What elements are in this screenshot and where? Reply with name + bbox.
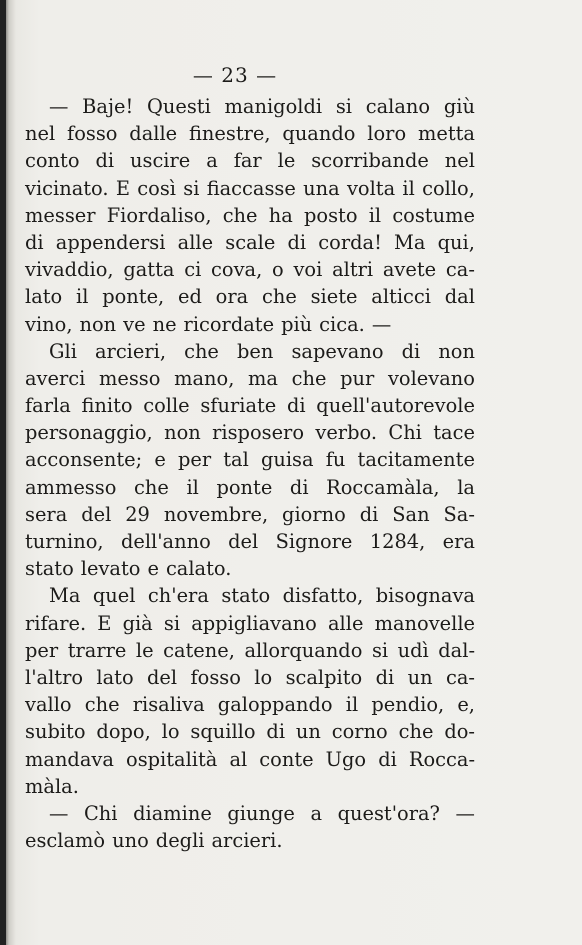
text-line: vicinato. E così si fiaccasse una volta il collo, (25, 176, 475, 200)
text-line: — Baje! Questi manigoldi si calano giù (49, 95, 475, 118)
text-line: lato il ponte, ed ora che siete alticci dal (25, 285, 475, 309)
text-line: ammesso che il ponte di Roccamàla, la (25, 475, 475, 499)
text-line: personaggio, non risposero verbo. Chi tace (25, 421, 475, 445)
text-line: per trarre le catene, allorquando si udì dal- (25, 638, 475, 662)
book-spine-shadow (0, 0, 6, 945)
text-line: l'altro lato del fosso lo scalpito di un ca- (25, 665, 475, 689)
text-line: nel fosso dalle finestre, quando loro metta (25, 122, 475, 146)
text-line: mandava ospitalità al conte Ugo di Rocca- (25, 747, 475, 771)
text-line: di appendersi alle scale di corda! Ma qui, (25, 230, 475, 254)
text-line: Gli arcieri, che ben sapevano di non (49, 339, 475, 363)
body-text (25, 93, 475, 854)
text-line: messer Fiordaliso, che ha posto il costume (25, 203, 475, 227)
text-line: esclamò uno degli arcieri. (25, 829, 283, 853)
text-line: Ma quel ch'era stato disfatto, bisognava (49, 584, 475, 608)
text-line: conto di uscire a far le scorribande nel (25, 149, 475, 173)
text-line: acconsente; e per tal guisa fu tacitamente (25, 448, 475, 472)
text-line: averci messo mano, ma che pur volevano (25, 366, 475, 390)
text-line: subito dopo, lo squillo di un corno che do- (25, 720, 475, 744)
text-line: rifare. E già si appigliavano alle manovelle (25, 611, 475, 635)
text-line: farla finito colle sfuriate di quell'autorevole (25, 394, 475, 418)
text-line: stato levato e calato. (25, 557, 232, 581)
text-line: vivaddio, gatta ci cova, o voi altri avete ca- (25, 258, 475, 282)
page-number: — 23 — (192, 63, 278, 87)
text-line: — Chi diamine giunge a quest'ora? — (49, 801, 475, 825)
text-line: sera del 29 novembre, giorno di San Sa- (25, 502, 475, 526)
text-line: màla. (25, 774, 79, 798)
text-line: turnino, dell'anno del Signore 1284, era (25, 530, 475, 553)
text-line: vino, non ve ne ricordate più cica. — (25, 312, 392, 336)
text-line: vallo che risaliva galoppando il pendio, e, (25, 693, 475, 717)
